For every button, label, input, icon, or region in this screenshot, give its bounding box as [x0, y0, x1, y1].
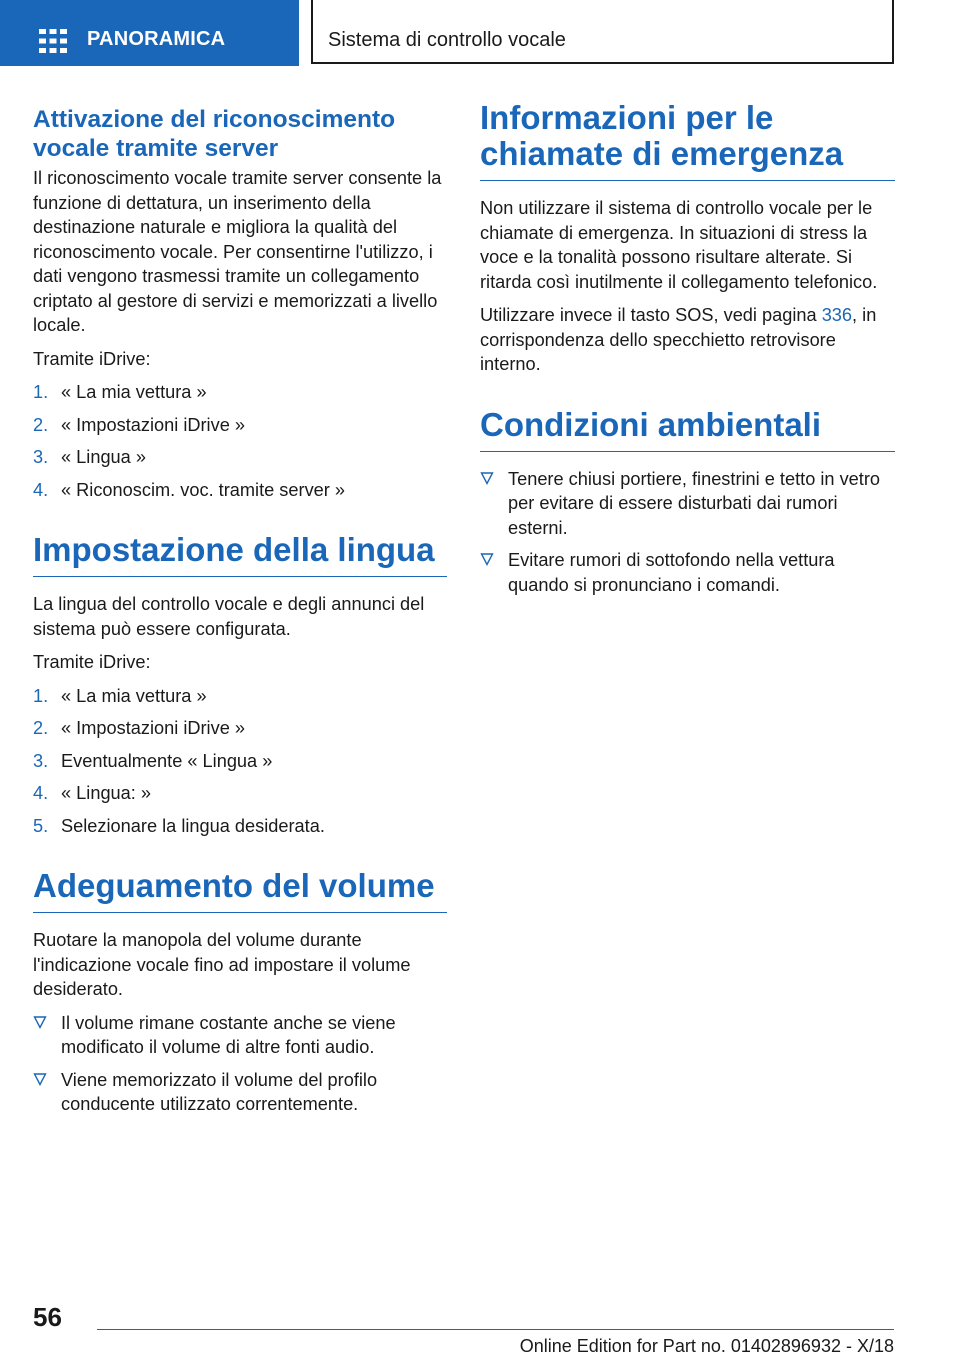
triangle-bullet-icon: [480, 552, 494, 566]
step-number: 3.: [33, 750, 49, 771]
paragraph-text: Utilizzare invece il tasto SOS, vedi pagina: [480, 305, 822, 325]
step-number: 3.: [33, 447, 49, 467]
paragraph: Il riconoscimento vocale tramite server consente la funzione di dettatura, un inserimento della destinazione naturale e migliora la qualità del riconoscimento vocale. Per consentirne l'utilizzo, i dati vengono trasmessi tramite un collegamento criptato al gestore di servizi e memorizzati a livello locale.: [33, 168, 442, 335]
list-item: [33, 478, 447, 503]
step-text: « La mia vettura »: [61, 685, 207, 706]
step-text: « Impostazioni iDrive »: [61, 414, 245, 435]
bullet-text: Il volume rimane costante anche se viene modificato il volume di altre fonti audio.: [61, 1012, 396, 1057]
overview-nav-button[interactable]: [0, 0, 299, 66]
chapter-title: Sistema di controllo vocale: [328, 29, 566, 51]
section-heading-environment: Condizioni ambientali: [480, 407, 895, 452]
left-column: [33, 100, 447, 1125]
paragraph: Tramite iDrive:: [33, 348, 151, 369]
step-number: 1.: [33, 382, 49, 402]
paragraph: Tramite iDrive:: [33, 652, 151, 672]
list-item: [33, 445, 447, 470]
step-text: « Lingua »: [61, 447, 146, 467]
grid-menu-icon: [39, 29, 67, 53]
footer-divider: [97, 1329, 894, 1330]
bullet-list: [33, 1011, 447, 1117]
step-text: « La mia vettura »: [61, 382, 207, 402]
step-number: 4.: [33, 479, 49, 500]
list-item: [33, 781, 447, 806]
list-item: [33, 413, 447, 438]
steps-list: [33, 380, 447, 502]
list-item: [33, 749, 447, 774]
step-text: Selezionare la lingua desiderata.: [61, 815, 325, 836]
step-text: « Lingua: »: [61, 783, 152, 803]
paragraph: [480, 303, 895, 377]
list-item: [33, 1011, 447, 1060]
step-number: 2.: [33, 414, 49, 435]
paragraph: Non utilizzare il sistema di controllo vocale per le chiamate di emergenza. In situazioni di stress la voce e la tonalità possono risultare alterate. Si ritarda così inutilmente il collegamento telefonico.: [480, 198, 878, 292]
page-reference-link[interactable]: 336: [821, 305, 853, 325]
step-text: « Impostazioni iDrive »: [61, 718, 245, 738]
steps-list: [33, 684, 447, 839]
section-heading-language: Impostazione della lingua: [33, 532, 447, 577]
right-column: [480, 100, 895, 605]
footer-edition-text: Online Edition for Part no. 01402896932 - X/18: [519, 1336, 894, 1356]
section-heading-server-recognition: Attivazione del riconoscimento vocale tramite server: [33, 106, 396, 162]
step-number: 1.: [33, 685, 49, 706]
bullet-text: Tenere chiusi portiere, finestrini e tetto in vetro per evitare di essere disturbati dai rumori esterni.: [508, 468, 881, 538]
section-heading-emergency-calls: Informazioni per le chiamate di emergenza: [480, 100, 895, 181]
paragraph-text: , in corrispondenza dello specchietto retrovisore interno.: [480, 305, 877, 374]
list-item: [480, 467, 895, 541]
triangle-bullet-icon: [33, 1015, 47, 1029]
triangle-bullet-icon: [33, 1072, 47, 1086]
list-item: [33, 380, 447, 405]
step-text: « Riconoscim. voc. tramite server »: [61, 479, 346, 500]
bullet-text: Evitare rumori di sottofondo nella vettura quando si pronunciano i comandi.: [508, 550, 835, 595]
bullet-text: Viene memorizzato il volume del profilo conducente utilizzato correntemente.: [61, 1069, 378, 1114]
paragraph: Ruotare la manopola del volume durante l'indicazione vocale fino ad impostare il volume desiderato.: [33, 930, 411, 999]
overview-nav-label: PANORAMICA: [87, 28, 226, 50]
list-item: [33, 814, 447, 839]
chapter-header: [311, 0, 894, 64]
paragraph: La lingua del controllo vocale e degli annunci del sistema può essere configurata.: [33, 594, 425, 639]
page-header: [0, 0, 960, 66]
section-heading-volume: Adeguamento del volume: [33, 868, 447, 913]
step-number: 4.: [33, 783, 49, 803]
bullet-list: [480, 467, 895, 598]
list-item: [33, 716, 447, 741]
list-item: [480, 548, 895, 597]
triangle-bullet-icon: [480, 471, 494, 485]
list-item: [33, 684, 447, 709]
step-number: 2.: [33, 718, 49, 738]
step-text: Eventualmente « Lingua »: [61, 750, 273, 771]
list-item: [33, 1068, 447, 1117]
page-number: 56: [33, 1302, 62, 1332]
step-number: 5.: [33, 815, 49, 836]
